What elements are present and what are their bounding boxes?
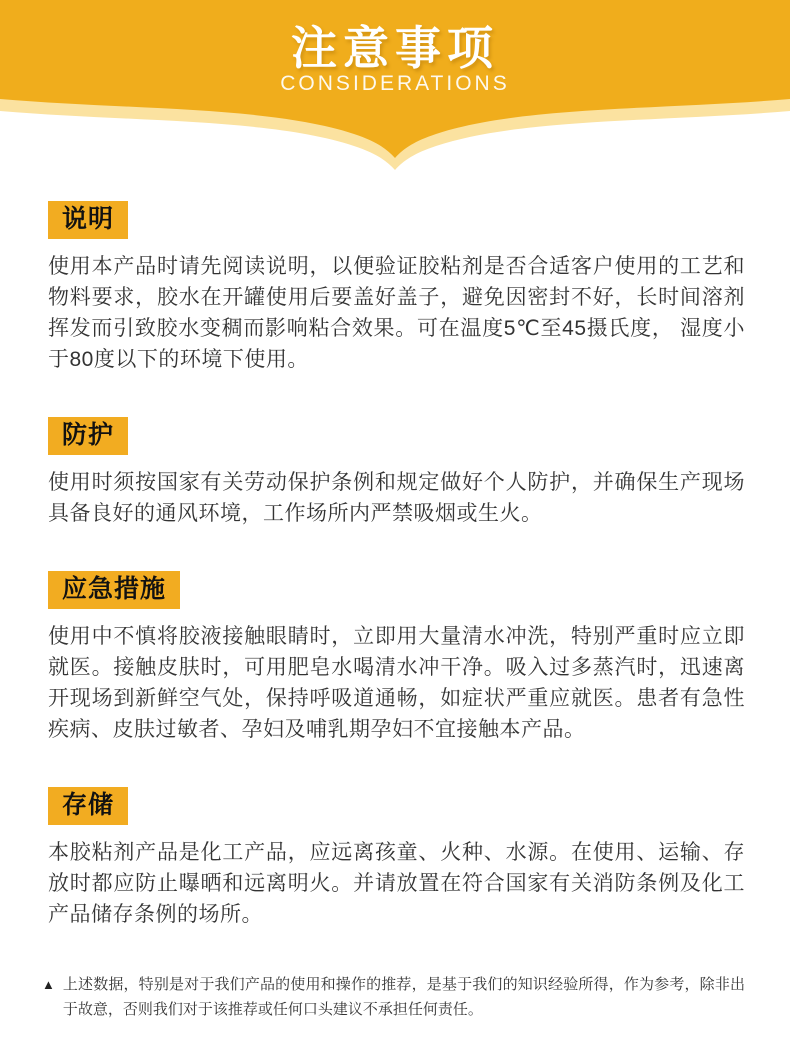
section-instructions (48, 201, 745, 375)
section-protection (48, 417, 745, 529)
section-label-instructions: 说明 (48, 201, 128, 239)
section-body-protection: 使用时须按国家有关劳动保护条例和规定做好个人防护，并确保生产现场具备良好的通风环境，工作场所内严禁吸烟或生火。 (48, 471, 745, 525)
section-label-emergency-measures: 应急措施 (48, 571, 180, 609)
section-body-storage: 本胶粘剂产品是化工产品，应远离孩童、火种、水源。在使用、运输、存放时都应防止曝晒和远离明火。并请放置在符合国家有关消防条例及化工产品储存条例的场所。 (48, 841, 745, 926)
section-storage (48, 787, 745, 930)
section-body-instructions: 使用本产品时请先阅读说明，以便验证胶粘剂是否合适客户使用的工艺和物料要求，胶水在开罐使用后要盖好盖子，避免因密封不好，长时间溶剂挥发而引致胶水变稠而影响粘合效果。可在温度5℃至45摄氏度， 湿度小于80度以下的环境下使用。 (48, 255, 745, 371)
considerations-content (0, 175, 790, 930)
section-emergency-measures (48, 571, 745, 745)
triangle-bullet-icon: ▲ (42, 977, 55, 992)
disclaimer-footnote (0, 972, 790, 1022)
page-title: 注意事项 (291, 22, 499, 74)
page-subtitle: CONSIDERATIONS (280, 72, 510, 95)
considerations-header-banner (0, 0, 790, 175)
disclaimer-text: 上述数据，特别是对于我们产品的使用和操作的推荐，是基于我们的知识经验所得，作为参考，除非出于故意，否则我们对于该推荐或任何口头建议不承担任何责任。 (62, 976, 745, 1018)
section-label-protection: 防护 (48, 417, 128, 455)
section-body-emergency-measures: 使用中不慎将胶液接触眼睛时，立即用大量清水冲洗，特别严重时应立即就医。接触皮肤时，可用肥皂水喝清水冲干净。吸入过多蒸汽时，迅速离开现场到新鲜空气处，保持呼吸道通畅，如症状严重应就医。患者有急性疾病、皮肤过敏者、孕妇及哺乳期孕妇不宜接触本产品。 (48, 625, 745, 741)
section-label-storage: 存储 (48, 787, 128, 825)
